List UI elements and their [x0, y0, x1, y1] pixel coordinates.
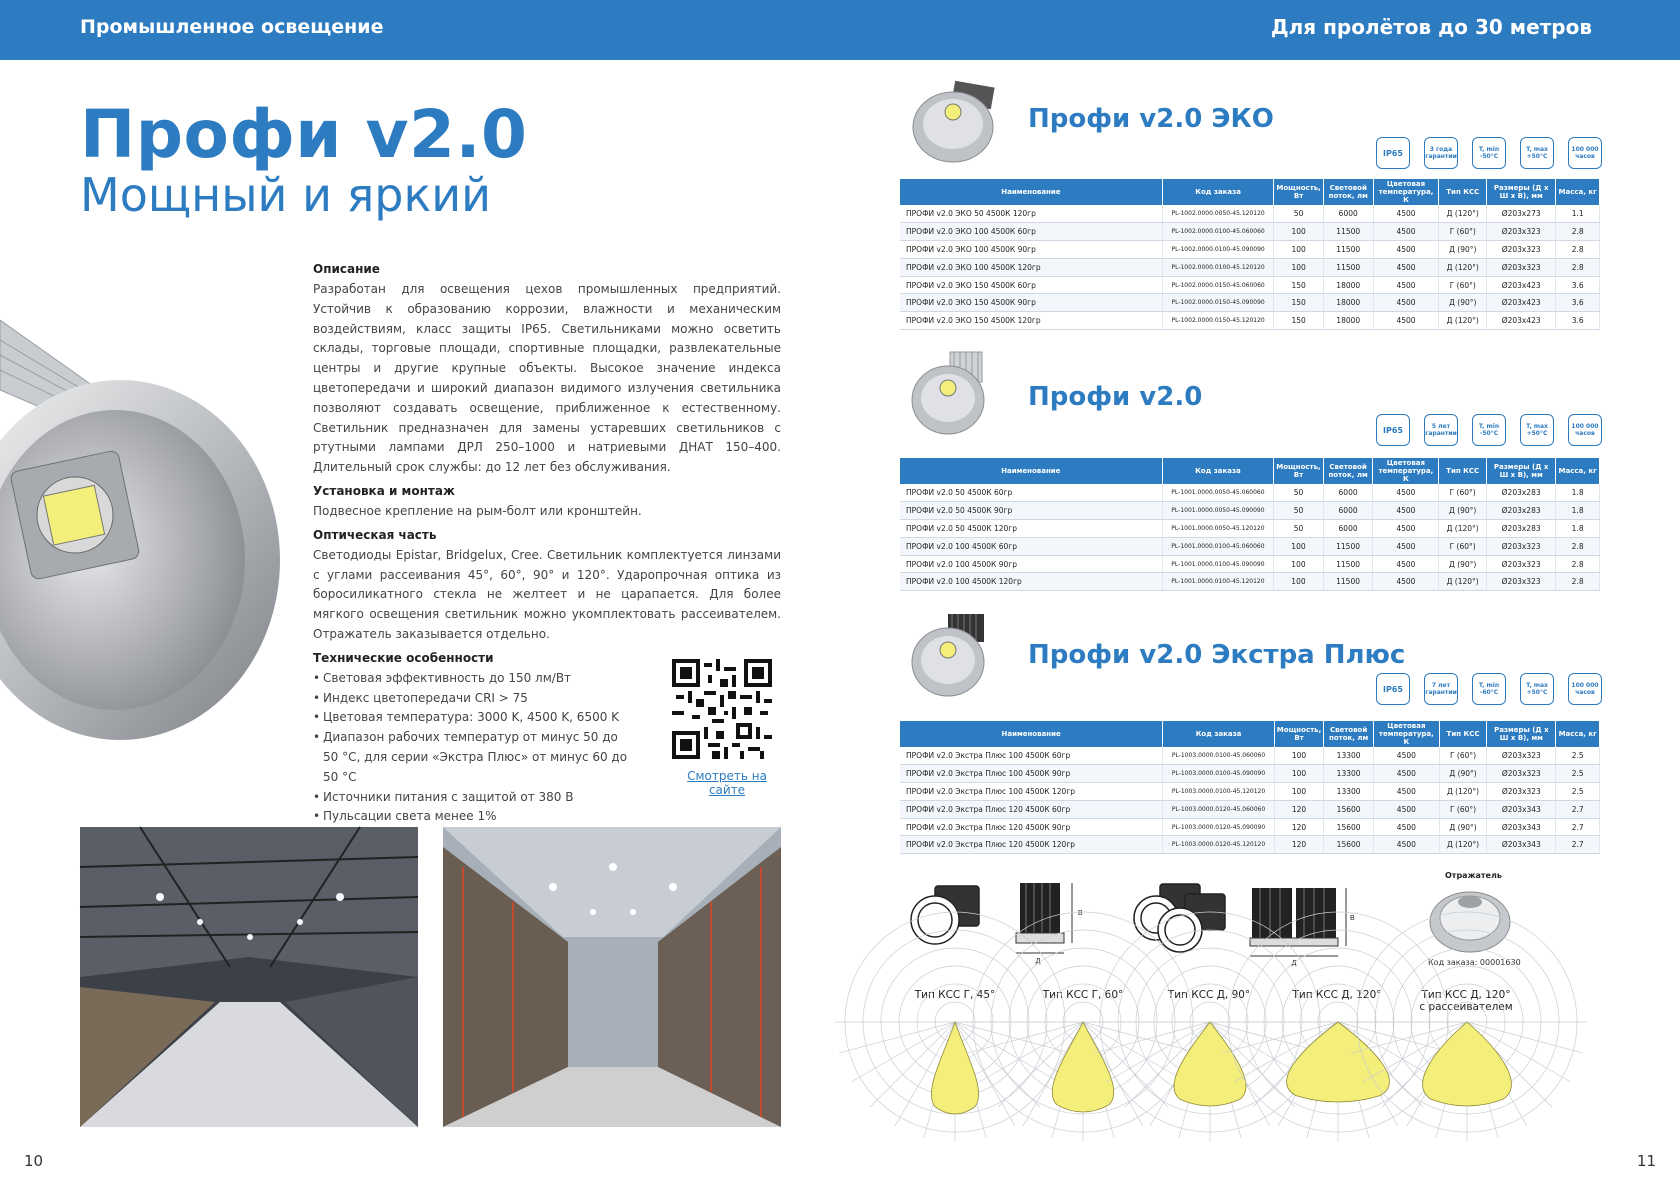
page-title: Профи v2.0: [80, 96, 528, 173]
kss-label-line: Тип КСС Г, 45°: [914, 989, 996, 1001]
table-cell: Ø203x323: [1487, 573, 1556, 591]
table-cell: 100: [1274, 241, 1323, 259]
kss-label: [1154, 989, 1264, 1001]
tmin-badge: T, min -50°C: [1472, 414, 1506, 446]
table-cell: PL-1003.0000.0100-45.060060: [1163, 747, 1275, 765]
table-cell: 2.8: [1556, 241, 1600, 259]
product-badges: [1376, 137, 1602, 169]
polar-diagram-g45: [899, 1018, 1011, 1130]
table-cell: 150: [1274, 294, 1323, 312]
table-cell: 2.5: [1556, 765, 1600, 783]
table-cell: 4500: [1373, 276, 1439, 294]
table-cell: 50: [1274, 484, 1323, 502]
col-header: Тип КСС: [1439, 179, 1487, 205]
spec-table-eco: [900, 179, 1600, 330]
spec-table-standard: [900, 458, 1600, 591]
table-row: [900, 241, 1600, 259]
table-cell: PL-1003.0000.0120-45.090090: [1163, 818, 1275, 836]
table-cell: PL-1001.0000.0100-45.120120: [1162, 573, 1274, 591]
table-cell: ПРОФИ v2.0 50 4500К 120гр: [900, 520, 1162, 538]
col-header: Код заказа: [1162, 458, 1274, 484]
table-row: [900, 484, 1600, 502]
table-row: [900, 537, 1600, 555]
header-section-title: Промышленное освещение: [80, 16, 384, 38]
col-header: Световой поток, лм: [1324, 721, 1374, 747]
table-cell: 15600: [1324, 818, 1374, 836]
col-header: Мощность, Вт: [1274, 721, 1323, 747]
table-cell: Г (60°): [1439, 276, 1487, 294]
install-heading: Установка и монтаж: [313, 483, 455, 498]
table-row: [900, 818, 1600, 836]
table-cell: ПРОФИ v2.0 100 4500К 60гр: [900, 537, 1162, 555]
table-cell: Д (90°): [1439, 765, 1487, 783]
table-cell: 15600: [1324, 800, 1374, 818]
table-cell: Ø203x283: [1487, 502, 1556, 520]
table-cell: Д (90°): [1439, 555, 1487, 573]
table-cell: 1.8: [1556, 484, 1600, 502]
table-cell: Г (60°): [1439, 484, 1487, 502]
table-cell: ПРОФИ v2.0 ЭКО 100 4500К 120гр: [900, 258, 1162, 276]
table-cell: 4500: [1373, 783, 1439, 801]
table-cell: PL-1001.0000.0100-45.060060: [1162, 537, 1274, 555]
table-cell: 4500: [1373, 520, 1439, 538]
table-cell: PL-1003.0000.0100-45.090090: [1163, 765, 1275, 783]
table-cell: PL-1001.0000.0050-45.090090: [1162, 502, 1274, 520]
table-cell: 2.8: [1556, 573, 1600, 591]
table-cell: ПРОФИ v2.0 Экстра Плюс 120 4500К 60гр: [900, 800, 1163, 818]
col-header: Тип КСС: [1439, 721, 1487, 747]
install-text: Подвесное крепление на рым-болт или кронштейн.: [313, 503, 642, 518]
table-cell: 2.5: [1556, 783, 1600, 801]
header-span-label: Для пролётов до 30 метров: [1270, 15, 1592, 39]
kss-label-line: Тип КСС Д, 120°: [1292, 989, 1382, 1001]
col-header: Мощность, Вт: [1274, 179, 1323, 205]
warranty-badge: 3 года гарантии: [1424, 137, 1458, 169]
table-cell: PL-1001.0000.0050-45.060060: [1162, 484, 1274, 502]
product-image-eco: [908, 82, 1008, 172]
table-cell: 100: [1274, 223, 1323, 241]
table-cell: Д (90°): [1439, 241, 1487, 259]
table-cell: Ø203x323: [1487, 258, 1556, 276]
table-cell: ПРОФИ v2.0 100 4500К 90гр: [900, 555, 1162, 573]
tmax-badge: T, max +50°C: [1520, 673, 1554, 705]
table-cell: ПРОФИ v2.0 Экстра Плюс 100 4500К 60гр: [900, 747, 1163, 765]
table-cell: 18000: [1323, 312, 1373, 330]
table-cell: 6000: [1323, 484, 1373, 502]
dimension-label-v: В: [1350, 915, 1355, 922]
tech-item: • Световая эффективность до 150 лм/Вт: [313, 669, 633, 689]
table-row: [900, 223, 1600, 241]
table-cell: 3.6: [1556, 276, 1600, 294]
col-header: Размеры (Д х Ш х В), мм: [1487, 458, 1556, 484]
tech-list: [313, 669, 633, 827]
table-cell: Ø203x323: [1487, 555, 1556, 573]
table-cell: 100: [1274, 258, 1323, 276]
table-row: [900, 836, 1600, 854]
table-cell: 4500: [1373, 765, 1439, 783]
optics-text: Светодиоды Epistar, Bridgelux, Cree. Светильник комплектуется линзами с углами рассеивания 45°, 60°, 90° и 120°. Ударопрочная оптика из боросиликатного стекла не желтеет и не царапается. Для более мягкого освещения светильник можно укомплектовать рассеивателем. Отражатель заказывается отдельно.: [313, 547, 781, 641]
table-cell: 3.6: [1556, 294, 1600, 312]
table-cell: Ø203x283: [1487, 520, 1556, 538]
table-cell: 2.8: [1556, 223, 1600, 241]
table-cell: 2.8: [1556, 555, 1600, 573]
dimension-label-d: Д: [1035, 958, 1041, 965]
table-cell: 4500: [1373, 502, 1439, 520]
table-cell: 18000: [1323, 276, 1373, 294]
qr-code[interactable]: [672, 659, 772, 759]
spec-table-extra-plus: [900, 721, 1600, 854]
table-cell: PL-1003.0000.0120-45.060060: [1163, 800, 1275, 818]
table-cell: Г (60°): [1439, 223, 1487, 241]
optics-heading: Оптическая часть: [313, 527, 437, 542]
table-cell: ПРОФИ v2.0 ЭКО 100 4500К 60гр: [900, 223, 1162, 241]
col-header: Размеры (Д х Ш х В), мм: [1487, 179, 1556, 205]
table-cell: PL-1002.0000.0100-45.090090: [1162, 241, 1274, 259]
table-cell: Ø203x423: [1487, 294, 1556, 312]
light-distribution-curve: [1423, 1022, 1512, 1106]
table-cell: 6000: [1323, 520, 1373, 538]
table-cell: Д (120°): [1439, 783, 1487, 801]
table-cell: 4500: [1373, 555, 1439, 573]
dimension-label-d: Д: [1291, 960, 1297, 967]
product-title: Профи v2.0 ЭКО: [1028, 104, 1274, 134]
lamp-illustration: [0, 310, 280, 740]
table-cell: 13300: [1324, 765, 1374, 783]
light-distribution-curve: [1052, 1022, 1114, 1112]
warehouse-photo-2: [443, 827, 781, 1127]
ip-badge: IP65: [1376, 414, 1410, 446]
col-header: Код заказа: [1163, 721, 1275, 747]
kss-label-line: Тип КСС Г, 60°: [1042, 989, 1124, 1001]
tmax-badge: T, max +50°C: [1520, 414, 1554, 446]
table-cell: 6000: [1323, 205, 1373, 223]
table-cell: 11500: [1323, 537, 1373, 555]
single-module-dimensions: [1012, 875, 1082, 965]
table-cell: 150: [1274, 312, 1323, 330]
product-image-extra-plus: [908, 612, 1008, 702]
table-cell: 4500: [1373, 537, 1439, 555]
table-cell: Д (120°): [1439, 520, 1487, 538]
tech-item: • Пульсации света менее 1%: [313, 807, 633, 827]
table-cell: Ø203x343: [1487, 800, 1556, 818]
reflector-title: Отражатель: [1445, 871, 1502, 880]
table-row: [900, 783, 1600, 801]
col-header: Световой поток, лм: [1323, 179, 1373, 205]
table-cell: 6000: [1323, 502, 1373, 520]
kss-label-line: с рассеивателем: [1419, 1001, 1513, 1013]
dimension-label-v: В: [1078, 910, 1083, 917]
lifetime-badge: 100 000 часов: [1568, 137, 1602, 169]
table-cell: PL-1003.0000.0100-45.120120: [1163, 783, 1275, 801]
table-cell: Ø203x423: [1487, 312, 1556, 330]
table-cell: Д (90°): [1439, 294, 1487, 312]
table-cell: 2.5: [1556, 747, 1600, 765]
table-cell: Ø203x423: [1487, 276, 1556, 294]
kss-label: [1282, 989, 1392, 1001]
table-cell: Ø203x323: [1487, 537, 1556, 555]
table-cell: 2.8: [1556, 537, 1600, 555]
product-image-standard: [908, 350, 1008, 440]
table-row: [900, 294, 1600, 312]
table-cell: 4500: [1373, 223, 1439, 241]
table-cell: 3.6: [1556, 312, 1600, 330]
col-header: Код заказа: [1162, 179, 1274, 205]
col-header: Размеры (Д х Ш х В), мм: [1487, 721, 1556, 747]
table-cell: 120: [1274, 800, 1323, 818]
table-cell: PL-1002.0000.0050-45.120120: [1162, 205, 1274, 223]
table-cell: 1.8: [1556, 520, 1600, 538]
table-cell: 15600: [1324, 836, 1374, 854]
table-cell: ПРОФИ v2.0 ЭКО 150 4500К 60гр: [900, 276, 1162, 294]
lifetime-badge: 100 000 часов: [1568, 414, 1602, 446]
table-cell: Ø203x323: [1487, 241, 1556, 259]
table-cell: 100: [1274, 747, 1323, 765]
page-number-left: 10: [24, 1152, 44, 1170]
warehouse-photo-1: [80, 827, 418, 1127]
table-cell: ПРОФИ v2.0 Экстра Плюс 100 4500К 90гр: [900, 765, 1163, 783]
table-cell: Ø203x323: [1487, 223, 1556, 241]
table-cell: 4500: [1373, 312, 1439, 330]
table-cell: PL-1002.0000.0100-45.120120: [1162, 258, 1274, 276]
table-cell: Д (120°): [1439, 205, 1487, 223]
table-cell: 100: [1274, 537, 1323, 555]
table-row: [900, 276, 1600, 294]
header-bar: [0, 0, 1680, 60]
tmax-badge: T, max +50°C: [1520, 137, 1554, 169]
col-header: Масса, кг: [1556, 721, 1600, 747]
description-text: Разработан для освещения цехов промышленных предприятий. Устойчив к образованию коррозии, влажности и механическим воздействиям, класс защиты IP65. Светильниками можно осветить склады, торговые площади, спортивные площадки, развлекательные центры и другие крупные объекты. Высокое значение индекса цветопередачи и широкий диапазон видимого излучения светильника позволяют создавать освещение, приближенное к естественному. Светильник предназначен для замены устаревших светильников с ртутными лампами ДРЛ 250–1000 и натриевыми ДНАТ 150–400. Длительный срок службы: до 12 лет без обслуживания.: [313, 282, 781, 475]
description-heading: Описание: [313, 262, 380, 276]
table-cell: 11500: [1323, 223, 1373, 241]
table-cell: ПРОФИ v2.0 Экстра Плюс 120 4500К 120гр: [900, 836, 1163, 854]
table-row: [900, 765, 1600, 783]
table-cell: Ø203x323: [1487, 765, 1556, 783]
table-cell: Г (60°): [1439, 800, 1487, 818]
kss-label: [1028, 989, 1138, 1001]
table-cell: 11500: [1323, 241, 1373, 259]
table-cell: 4500: [1373, 241, 1439, 259]
table-cell: 4500: [1373, 484, 1439, 502]
table-cell: Д (120°): [1439, 312, 1487, 330]
table-cell: Д (90°): [1439, 818, 1487, 836]
product-badges: [1376, 673, 1602, 705]
table-cell: 4500: [1373, 205, 1439, 223]
double-module-dimensions: [1246, 882, 1356, 967]
table-cell: 50: [1274, 502, 1323, 520]
table-cell: 4500: [1373, 818, 1439, 836]
table-cell: 120: [1274, 836, 1323, 854]
table-row: [900, 747, 1600, 765]
table-cell: 4500: [1373, 573, 1439, 591]
table-cell: PL-1002.0000.0100-45.060060: [1162, 223, 1274, 241]
table-cell: Д (120°): [1439, 573, 1487, 591]
table-cell: PL-1002.0000.0150-45.120120: [1162, 312, 1274, 330]
table-row: [900, 573, 1600, 591]
col-header: Тип КСС: [1439, 458, 1487, 484]
table-row: [900, 502, 1600, 520]
table-cell: 50: [1274, 520, 1323, 538]
kss-label: [900, 989, 1010, 1001]
polar-diagram-d90: [1154, 1018, 1266, 1130]
table-cell: 2.7: [1556, 836, 1600, 854]
ip-badge: IP65: [1376, 673, 1410, 705]
col-header: Масса, кг: [1556, 179, 1600, 205]
table-row: [900, 205, 1600, 223]
table-cell: Д (120°): [1439, 258, 1487, 276]
lifetime-badge: 100 000 часов: [1568, 673, 1602, 705]
table-cell: ПРОФИ v2.0 Экстра Плюс 100 4500К 120гр: [900, 783, 1163, 801]
table-cell: 100: [1274, 555, 1323, 573]
table-cell: Д (90°): [1439, 502, 1487, 520]
tmin-badge: T, min -60°C: [1472, 673, 1506, 705]
reflector-order-code: Код заказа: 00001630: [1428, 958, 1521, 967]
table-cell: 13300: [1324, 783, 1374, 801]
table-cell: Ø203x343: [1487, 836, 1556, 854]
col-header: Мощность, Вт: [1274, 458, 1323, 484]
table-cell: 4500: [1373, 747, 1439, 765]
table-cell: ПРОФИ v2.0 Экстра Плюс 120 4500К 90гр: [900, 818, 1163, 836]
table-cell: ПРОФИ v2.0 50 4500К 90гр: [900, 502, 1162, 520]
warranty-badge: 7 лет гарантии: [1424, 673, 1458, 705]
table-cell: ПРОФИ v2.0 ЭКО 50 4500К 120гр: [900, 205, 1162, 223]
tmin-badge: T, min -50°C: [1472, 137, 1506, 169]
product-title: Профи v2.0 Экстра Плюс: [1028, 640, 1406, 670]
table-row: [900, 800, 1600, 818]
kss-label-line: Тип КСС Д, 120°: [1421, 989, 1511, 1001]
table-cell: 50: [1274, 205, 1323, 223]
kss-label-line: Тип КСС Д, 90°: [1167, 989, 1251, 1001]
light-distribution-curve: [931, 1022, 978, 1114]
table-cell: ПРОФИ v2.0 ЭКО 150 4500К 90гр: [900, 294, 1162, 312]
table-cell: 4500: [1373, 836, 1439, 854]
col-header: Наименование: [900, 179, 1162, 205]
table-cell: PL-1002.0000.0150-45.090090: [1162, 294, 1274, 312]
tech-item: • Источники питания с защитой от 380 В: [313, 788, 633, 808]
table-row: [900, 555, 1600, 573]
table-cell: ПРОФИ v2.0 100 4500К 120гр: [900, 573, 1162, 591]
table-cell: 2.8: [1556, 258, 1600, 276]
table-cell: ПРОФИ v2.0 ЭКО 100 4500К 90гр: [900, 241, 1162, 259]
table-cell: PL-1001.0000.0050-45.120120: [1162, 520, 1274, 538]
table-cell: 2.7: [1556, 800, 1600, 818]
col-header: Световой поток, лм: [1323, 458, 1373, 484]
tech-item: • Индекс цветопередачи CRI > 75: [313, 689, 633, 709]
table-cell: 4500: [1373, 258, 1439, 276]
table-cell: ПРОФИ v2.0 ЭКО 150 4500К 120гр: [900, 312, 1162, 330]
table-row: [900, 258, 1600, 276]
table-cell: PL-1002.0000.0150-45.060060: [1162, 276, 1274, 294]
view-on-site-link[interactable]: Смотреть на сайте: [687, 769, 767, 797]
table-cell: 100: [1274, 765, 1323, 783]
table-cell: 100: [1274, 783, 1323, 801]
page-subtitle: Мощный и яркий: [80, 168, 492, 222]
single-module-drawing: [905, 880, 985, 950]
table-cell: Ø203x273: [1487, 205, 1556, 223]
table-cell: PL-1003.0000.0120-45.120120: [1163, 836, 1275, 854]
table-cell: PL-1001.0000.0100-45.090090: [1162, 555, 1274, 573]
product-title: Профи v2.0: [1028, 382, 1203, 412]
table-cell: 2.7: [1556, 818, 1600, 836]
table-cell: Ø203x343: [1487, 818, 1556, 836]
tech-item: • Цветовая температура: 3000 K, 4500 K, 6500 K: [313, 708, 633, 728]
col-header: Цветовая температура, К: [1373, 179, 1439, 205]
table-cell: Г (60°): [1439, 747, 1487, 765]
table-cell: 18000: [1323, 294, 1373, 312]
polar-diagram-g60: [1027, 1018, 1139, 1130]
col-header: Масса, кг: [1556, 458, 1600, 484]
table-row: [900, 312, 1600, 330]
polar-diagram-d120-diffuser: [1411, 1018, 1523, 1130]
ip-badge: IP65: [1376, 137, 1410, 169]
table-cell: 100: [1274, 573, 1323, 591]
light-distribution-curve: [1174, 1022, 1246, 1106]
table-cell: Ø203x323: [1487, 747, 1556, 765]
table-cell: 4500: [1373, 294, 1439, 312]
product-badges: [1376, 414, 1602, 446]
col-header: Наименование: [900, 458, 1162, 484]
polar-grid-ray: [839, 1022, 955, 1053]
table-cell: Д (120°): [1439, 836, 1487, 854]
table-cell: 150: [1274, 276, 1323, 294]
table-cell: 11500: [1323, 258, 1373, 276]
table-cell: ПРОФИ v2.0 50 4500К 60гр: [900, 484, 1162, 502]
table-cell: 4500: [1373, 800, 1439, 818]
table-cell: 11500: [1323, 573, 1373, 591]
table-cell: Г (60°): [1439, 537, 1487, 555]
table-row: [900, 520, 1600, 538]
page-number-right: 11: [1636, 1152, 1656, 1170]
tech-heading: Технические особенности: [313, 650, 494, 665]
table-cell: Ø203x323: [1487, 783, 1556, 801]
col-header: Наименование: [900, 721, 1163, 747]
col-header: Цветовая температура, К: [1373, 458, 1439, 484]
table-cell: 120: [1274, 818, 1323, 836]
col-header: Цветовая температура, К: [1373, 721, 1439, 747]
table-cell: 1.8: [1556, 502, 1600, 520]
table-cell: 13300: [1324, 747, 1374, 765]
table-cell: Ø203x283: [1487, 484, 1556, 502]
table-cell: 1.1: [1556, 205, 1600, 223]
warranty-badge: 5 лет гарантии: [1424, 414, 1458, 446]
tech-item: • Диапазон рабочих температур от минус 50 до 50 °С, для серии «Экстра Плюс» от минус 60 до 50 °С: [313, 728, 633, 787]
table-cell: 11500: [1323, 555, 1373, 573]
